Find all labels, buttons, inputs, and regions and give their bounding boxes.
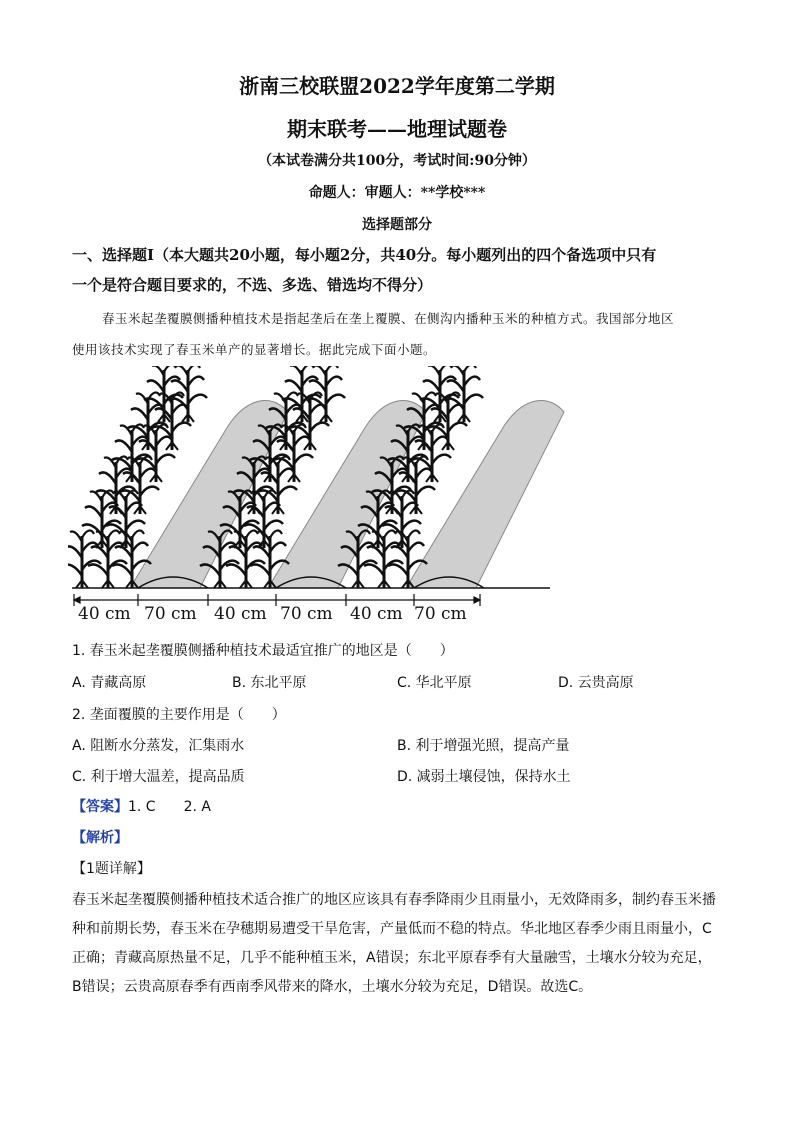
- section1-line1: 一、选择题Ⅰ（本大题共20小题，每小题2分，共40分。每小题列出的四个备选项中只有: [72, 246, 657, 264]
- exam-authors: 命题人：审题人：**学校***: [308, 185, 486, 201]
- dim-label-4: 70 cm: [280, 604, 333, 624]
- q1-option-b[interactable]: B. 东北平原: [232, 675, 307, 691]
- corn-ridge-figure: [68, 366, 568, 630]
- corn-ridge-diagram: [68, 366, 568, 630]
- analysis-text: [72, 886, 722, 1002]
- q2-option-c[interactable]: C. 利于增大温差，提高品质: [72, 769, 245, 785]
- q1-stem: 1. 春玉米起垄覆膜侧播种植技术最适宜推广的地区是（ ）: [72, 643, 454, 659]
- q1-option-a[interactable]: A. 青藏高原: [72, 675, 147, 691]
- exam-info: （本试卷满分共100分，考试时间:90分钟）: [258, 153, 536, 169]
- exam-title: 浙南三校联盟2022学年度第二学期: [239, 74, 555, 98]
- intro-line1: 春玉米起垄覆膜侧播种植技术是指起垄后在垄上覆膜、在侧沟内播种玉米的种植方式。我国部分地区: [102, 311, 675, 326]
- answer-row: [72, 796, 211, 816]
- dim-label-3: 40 cm: [214, 604, 267, 624]
- dim-label-5: 40 cm: [350, 604, 403, 624]
- analysis-line-3: 正确；青藏高原热量不足，几乎不能种植玉米，A错误；东北平原春季有大量融雪，土壤水分较为充足，: [72, 950, 712, 966]
- dimension-labels: [78, 604, 467, 624]
- section1-line2: 一个是符合题目要求的，不选、多选、错选均不得分）: [72, 276, 433, 294]
- analysis-line-1: 春玉米起垄覆膜侧播种植技术适合推广的地区应该具有春季降雨少且雨量小，无效降雨多，制约春玉米播: [72, 892, 716, 908]
- dim-label-2: 70 cm: [144, 604, 197, 624]
- answer-label: 【答案】: [72, 799, 128, 815]
- dim-label-1: 40 cm: [78, 604, 131, 624]
- answer-value: 1. C 2. A: [128, 799, 211, 815]
- detail-label: 【1题详解】: [72, 861, 151, 877]
- intro-line2: 使用该技术实现了春玉米单产的显著增长。据此完成下面小题。: [72, 342, 437, 357]
- section-heading: 选择题部分: [362, 217, 432, 233]
- analysis-label: 【解析】: [72, 830, 128, 846]
- q2-stem: 2. 垄面覆膜的主要作用是（ ）: [72, 707, 286, 723]
- q2-option-a[interactable]: A. 阻断水分蒸发，汇集雨水: [72, 738, 245, 754]
- q1-option-c[interactable]: C. 华北平原: [397, 675, 472, 691]
- analysis-line-2: 种和前期长势，春玉米在孕穗期易遭受干旱危害，产量低而不稳的特点。华北地区春季少雨且雨量小，C: [72, 921, 712, 937]
- q2-option-d[interactable]: D. 减弱土壤侵蚀，保持水土: [397, 769, 571, 785]
- q2-option-b[interactable]: B. 利于增强光照，提高产量: [397, 738, 570, 754]
- exam-subtitle: 期末联考——地理试题卷: [287, 117, 507, 141]
- film-strips: [130, 400, 564, 588]
- q1-option-d[interactable]: D. 云贵高原: [558, 675, 634, 691]
- dim-label-6: 70 cm: [414, 604, 467, 624]
- analysis-line-4: B错误；云贵高原春季有西南季风带来的降水，土壤水分较为充足，D错误。故选C。: [72, 979, 593, 995]
